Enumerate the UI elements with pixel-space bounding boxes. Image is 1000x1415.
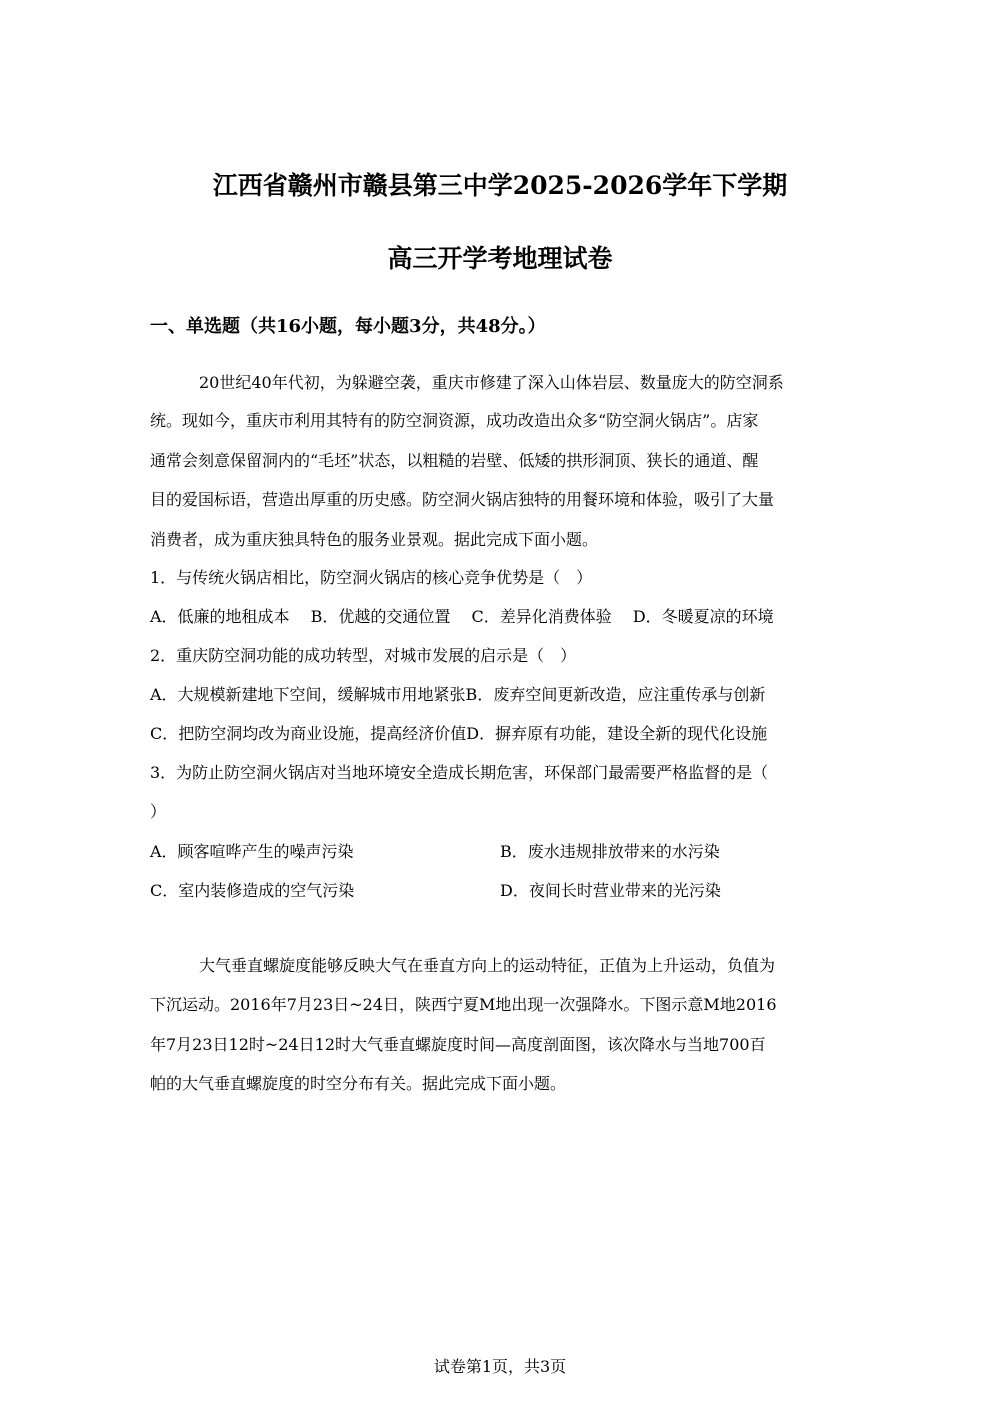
exam-title-line-2: 高三开学考地理试卷 bbox=[387, 244, 613, 273]
question-3-option-a: A．顾客喧哗产生的噪声污染 bbox=[150, 842, 354, 861]
section-heading-single-choice: 一、单选题（共16小题，每小题3分，共48分。） bbox=[150, 316, 546, 337]
passage-1-line-3: 通常会刻意保留洞内的“毛坯”状态，以粗糙的岩壁、低矮的拱形洞顶、狭长的通道、醒 bbox=[150, 451, 759, 470]
exam-title-line-1: 江西省赣州市赣县第三中学2025-2026学年下学期 bbox=[212, 171, 788, 200]
question-2-stem: 2．重庆防空洞功能的成功转型，对城市发展的启示是（ ） bbox=[150, 646, 577, 665]
question-3-stem-line-2: ） bbox=[150, 802, 167, 821]
passage-2-line-1: 大气垂直螺旋度能够反映大气在垂直方向上的运动特征，正值为上升运动，负值为 bbox=[199, 956, 776, 975]
question-3-option-b: B．废水违规排放带来的水污染 bbox=[500, 842, 720, 861]
passage-2-line-2: 下沉运动。2016年7月23日~24日，陕西宁夏M地出现一次强降水。下图示意M地2016 bbox=[150, 995, 777, 1014]
question-2-options-line-1: A．大规模新建地下空间，缓解城市用地紧张B．废弃空间更新改造，应注重传承与创新 bbox=[150, 685, 766, 704]
page-footer: 试卷第1页，共3页 bbox=[433, 1357, 567, 1376]
passage-2-line-3: 年7月23日12时~24日12时大气垂直螺旋度时间—高度剖面图，该次降水与当地700百 bbox=[150, 1035, 766, 1054]
question-1-options: A．低廉的地租成本 B．优越的交通位置 C．差异化消费体验 D．冬暖夏凉的环境 bbox=[150, 607, 774, 626]
question-1-stem: 1．与传统火锅店相比，防空洞火锅店的核心竞争优势是（ ） bbox=[150, 568, 593, 587]
question-2-options-line-2: C．把防空洞均改为商业设施，提高经济价值D．摒弃原有功能，建设全新的现代化设施 bbox=[150, 724, 768, 743]
question-3-option-d: D．夜间长时营业带来的光污染 bbox=[500, 881, 721, 900]
passage-1-line-1: 20世纪40年代初，为躲避空袭，重庆市修建了深入山体岩层、数量庞大的防空洞系 bbox=[199, 373, 784, 392]
question-3-stem-line-1: 3．为防止防空洞火锅店对当地环境安全造成长期危害，环保部门最需要严格监督的是（ bbox=[150, 763, 769, 782]
passage-1-line-4: 目的爱国标语，营造出厚重的历史感。防空洞火锅店独特的用餐环境和体验，吸引了大量 bbox=[150, 490, 775, 509]
passage-1-line-2: 统。现如今，重庆市利用其特有的防空洞资源，成功改造出众多“防空洞火锅店”。店家 bbox=[150, 411, 759, 430]
passage-1-line-5: 消费者，成为重庆独具特色的服务业景观。据此完成下面小题。 bbox=[150, 530, 599, 549]
passage-2-line-4: 帕的大气垂直螺旋度的时空分布有关。据此完成下面小题。 bbox=[150, 1074, 567, 1093]
question-3-option-c: C．室内装修造成的空气污染 bbox=[150, 881, 355, 900]
